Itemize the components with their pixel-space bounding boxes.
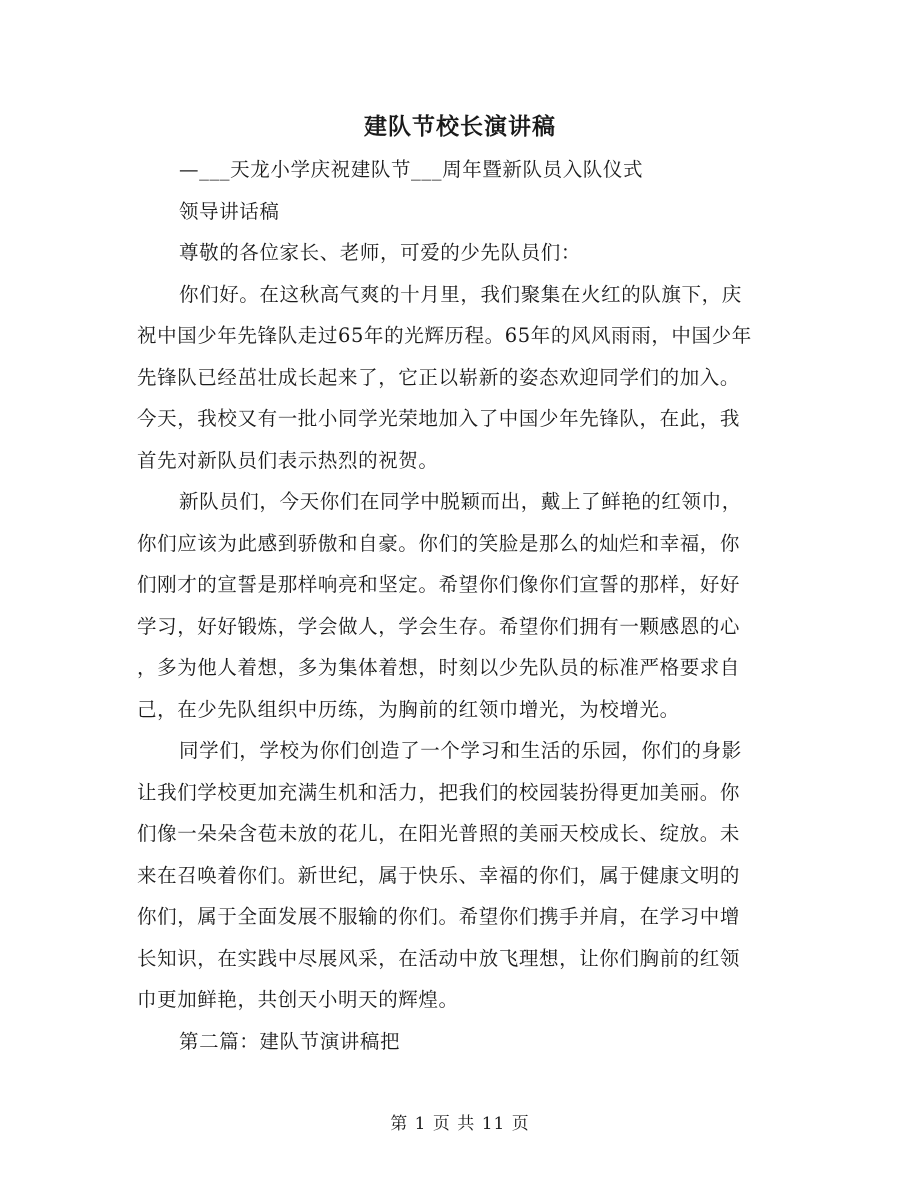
paragraph-line: 们像一朵朵含苞未放的花儿，在阳光普照的美丽天校成长、绽放。未 [137,822,741,845]
paragraph-line: 新队员们，今天你们在同学中脱颖而出，戴上了鲜艳的红领巾， [179,490,742,513]
paragraph-line: 同学们，学校为你们创造了一个学习和生活的乐园，你们的身影 [179,739,742,762]
page-number-footer: 第 1 页 共 11 页 [390,1114,530,1134]
paragraph-line: 来在召唤着你们。新世纪，属于快乐、幸福的你们，属于健康文明的 [137,863,741,887]
paragraph-line: 让我们学校更加充满生机和活力，把我们的校园装扮得更加美丽。你 [137,780,741,804]
paragraph-line: 们刚才的宣誓是那样响亮和坚定。希望你们像你们宣誓的那样，好好 [137,573,741,596]
paragraph-line: 己，在少先队组织中历练，为胸前的红领巾增光，为校增光。 [137,697,680,721]
subtitle-line: 领导讲话稿 [179,199,280,223]
paragraph-line: 祝中国少年先锋队走过65年的光辉历程。65年的风风雨雨，中国少年 [137,324,752,347]
document-title: 建队节校长演讲稿 [364,113,556,140]
paragraph-line: 长知识，在实践中尽展风采，在活动中放飞理想，让你们胸前的红领 [137,946,741,970]
document-body [137,154,789,1058]
section-heading-line: 第二篇：建队节演讲稿把 [179,1029,401,1053]
paragraph-line: 先锋队已经茁壮成长起来了，它正以崭新的姿态欢迎同学们的加入。 [137,365,741,389]
subtitle-line: —___天龙小学庆祝建队节___周年暨新队员入队仪式 [179,158,644,181]
paragraph-line: ，多为他人着想，多为集体着想，时刻以少先队员的标准严格要求自 [137,656,741,679]
paragraph-line: 首先对新队员们表示热烈的祝贺。 [137,448,439,472]
paragraph-line: 今天，我校又有一批小同学光荣地加入了中国少年先锋队，在此，我 [137,407,741,430]
paragraph-line: 你们好。在这秋高气爽的十月里，我们聚集在火红的队旗下，庆 [179,282,742,306]
paragraph-line: 巾更加鲜艳，共创天小明天的辉煌。 [137,988,459,1011]
paragraph-line: 你们，属于全面发展不服输的你们。希望你们携手并肩，在学习中增 [137,905,741,928]
salutation-line: 尊敬的各位家长、老师，可爱的少先队员们： [179,241,582,264]
paragraph-line: 学习，好好锻炼，学会做人，学会生存。希望你们拥有一颗感恩的心 [137,614,741,638]
paragraph-line: 你们应该为此感到骄傲和自豪。你们的笑脸是那么的灿烂和幸福，你 [137,531,741,555]
